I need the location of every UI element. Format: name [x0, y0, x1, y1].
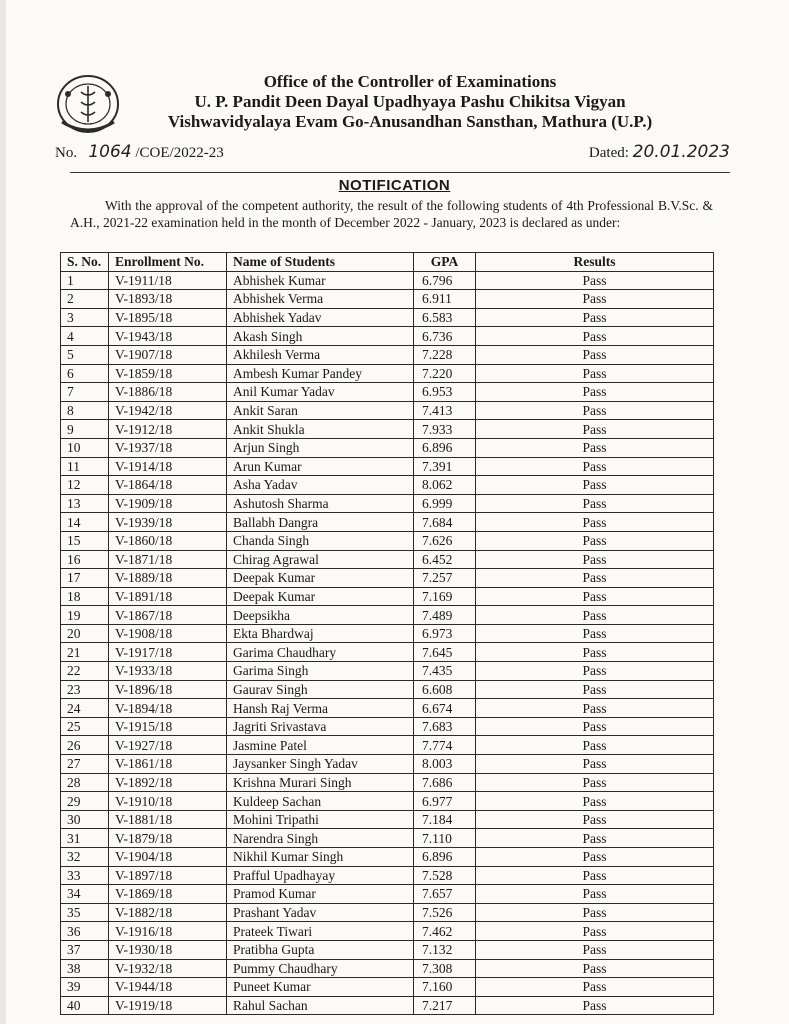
col-header-enrollment: Enrollment No.: [109, 253, 227, 272]
table-row: [61, 438, 714, 457]
cell-sno: 35: [61, 903, 109, 922]
table-row: [61, 401, 714, 420]
cell-gpa: 7.110: [414, 829, 476, 848]
cell-sno: 31: [61, 829, 109, 848]
cell-gpa: 7.626: [414, 531, 476, 550]
cell-name: Chirag Agrawal: [227, 550, 414, 569]
cell-name: Hansh Raj Verma: [227, 699, 414, 718]
cell-result: Pass: [476, 829, 714, 848]
table-row: [61, 699, 714, 718]
cell-enrollment: V-1879/18: [109, 829, 227, 848]
cell-gpa: 7.413: [414, 401, 476, 420]
cell-sno: 37: [61, 940, 109, 959]
cell-name: Asha Yadav: [227, 476, 414, 495]
cell-result: Pass: [476, 680, 714, 699]
cell-name: Anil Kumar Yadav: [227, 383, 414, 402]
cell-enrollment: V-1861/18: [109, 755, 227, 774]
cell-name: Prateek Tiwari: [227, 922, 414, 941]
cell-result: Pass: [476, 550, 714, 569]
cell-result: Pass: [476, 903, 714, 922]
cell-name: Mohini Tripathi: [227, 810, 414, 829]
cell-sno: 40: [61, 996, 109, 1015]
page-edge: [0, 0, 6, 1024]
cell-name: Akash Singh: [227, 327, 414, 346]
cell-sno: 29: [61, 792, 109, 811]
cell-enrollment: V-1893/18: [109, 290, 227, 309]
cell-result: Pass: [476, 940, 714, 959]
cell-gpa: 7.184: [414, 810, 476, 829]
col-header-sno: S. No.: [61, 253, 109, 272]
cell-name: Prafful Upadhayay: [227, 866, 414, 885]
table-row: [61, 680, 714, 699]
cell-enrollment: V-1869/18: [109, 885, 227, 904]
cell-name: Akhilesh Verma: [227, 345, 414, 364]
cell-name: Garima Chaudhary: [227, 643, 414, 662]
cell-sno: 10: [61, 438, 109, 457]
cell-sno: 2: [61, 290, 109, 309]
cell-name: Ekta Bhardwaj: [227, 624, 414, 643]
cell-result: Pass: [476, 922, 714, 941]
cell-enrollment: V-1919/18: [109, 996, 227, 1015]
table-row: [61, 290, 714, 309]
cell-result: Pass: [476, 773, 714, 792]
cell-name: Arun Kumar: [227, 457, 414, 476]
table-row: [61, 736, 714, 755]
cell-result: Pass: [476, 494, 714, 513]
cell-gpa: 7.528: [414, 866, 476, 885]
cell-gpa: 6.896: [414, 848, 476, 867]
cell-name: Ankit Shukla: [227, 420, 414, 439]
cell-gpa: 6.977: [414, 792, 476, 811]
cell-sno: 23: [61, 680, 109, 699]
ref-no-label: No.: [55, 145, 78, 161]
cell-enrollment: V-1908/18: [109, 624, 227, 643]
cell-enrollment: V-1927/18: [109, 736, 227, 755]
cell-sno: 19: [61, 606, 109, 625]
cell-result: Pass: [476, 643, 714, 662]
cell-result: Pass: [476, 606, 714, 625]
table-row: [61, 996, 714, 1015]
cell-enrollment: V-1871/18: [109, 550, 227, 569]
cell-sno: 34: [61, 885, 109, 904]
table-row: [61, 513, 714, 532]
cell-gpa: 7.160: [414, 978, 476, 997]
cell-name: Ambesh Kumar Pandey: [227, 364, 414, 383]
cell-result: Pass: [476, 810, 714, 829]
cell-gpa: 7.228: [414, 345, 476, 364]
cell-enrollment: V-1916/18: [109, 922, 227, 941]
cell-gpa: 7.526: [414, 903, 476, 922]
table-row: [61, 978, 714, 997]
cell-name: Gaurav Singh: [227, 680, 414, 699]
cell-gpa: 6.608: [414, 680, 476, 699]
cell-sno: 27: [61, 755, 109, 774]
table-row: [61, 903, 714, 922]
header-line-2: U. P. Pandit Deen Dayal Upadhyaya Pashu Chikitsa Vigyan: [194, 92, 626, 111]
table-row: [61, 922, 714, 941]
cell-name: Abhishek Yadav: [227, 308, 414, 327]
cell-enrollment: V-1882/18: [109, 903, 227, 922]
cell-result: Pass: [476, 290, 714, 309]
cell-enrollment: V-1939/18: [109, 513, 227, 532]
cell-result: Pass: [476, 755, 714, 774]
cell-name: Deepak Kumar: [227, 569, 414, 588]
table-row: [61, 327, 714, 346]
table-row: [61, 383, 714, 402]
cell-name: Kuldeep Sachan: [227, 792, 414, 811]
cell-enrollment: V-1917/18: [109, 643, 227, 662]
cell-sno: 13: [61, 494, 109, 513]
table-row: [61, 569, 714, 588]
cell-enrollment: V-1911/18: [109, 271, 227, 290]
table-row: [61, 866, 714, 885]
cell-sno: 14: [61, 513, 109, 532]
cell-result: Pass: [476, 848, 714, 867]
cell-result: Pass: [476, 885, 714, 904]
cell-sno: 7: [61, 383, 109, 402]
ref-no-suffix: /COE/2022-23: [135, 145, 224, 161]
table-row: [61, 494, 714, 513]
table-row: [61, 885, 714, 904]
table-row: [61, 364, 714, 383]
table-row: [61, 848, 714, 867]
col-header-results: Results: [476, 253, 714, 272]
cell-result: Pass: [476, 996, 714, 1015]
cell-gpa: 7.308: [414, 959, 476, 978]
table-row: [61, 773, 714, 792]
cell-enrollment: V-1891/18: [109, 587, 227, 606]
table-row: [61, 959, 714, 978]
cell-enrollment: V-1912/18: [109, 420, 227, 439]
cell-gpa: 7.684: [414, 513, 476, 532]
cell-enrollment: V-1859/18: [109, 364, 227, 383]
cell-name: Prashant Yadav: [227, 903, 414, 922]
cell-sno: 18: [61, 587, 109, 606]
cell-gpa: 6.911: [414, 290, 476, 309]
cell-result: Pass: [476, 327, 714, 346]
cell-result: Pass: [476, 420, 714, 439]
table-row: [61, 662, 714, 681]
cell-sno: 1: [61, 271, 109, 290]
cell-sno: 11: [61, 457, 109, 476]
cell-sno: 16: [61, 550, 109, 569]
cell-sno: 8: [61, 401, 109, 420]
cell-result: Pass: [476, 587, 714, 606]
cell-gpa: 7.462: [414, 922, 476, 941]
cell-gpa: 7.169: [414, 587, 476, 606]
cell-gpa: 7.435: [414, 662, 476, 681]
university-emblem-icon: [54, 72, 122, 136]
cell-enrollment: V-1904/18: [109, 848, 227, 867]
ref-no-handwritten: 1064: [88, 142, 132, 162]
cell-sno: 17: [61, 569, 109, 588]
cell-enrollment: V-1864/18: [109, 476, 227, 495]
cell-name: Krishna Murari Singh: [227, 773, 414, 792]
table-row: [61, 755, 714, 774]
reference-number: [55, 142, 224, 162]
cell-gpa: 6.736: [414, 327, 476, 346]
cell-enrollment: V-1907/18: [109, 345, 227, 364]
cell-enrollment: V-1933/18: [109, 662, 227, 681]
cell-gpa: 8.062: [414, 476, 476, 495]
cell-sno: 6: [61, 364, 109, 383]
cell-enrollment: V-1937/18: [109, 438, 227, 457]
cell-gpa: 6.953: [414, 383, 476, 402]
cell-result: Pass: [476, 717, 714, 736]
cell-sno: 28: [61, 773, 109, 792]
cell-sno: 20: [61, 624, 109, 643]
cell-result: Pass: [476, 308, 714, 327]
cell-gpa: 6.452: [414, 550, 476, 569]
cell-enrollment: V-1860/18: [109, 531, 227, 550]
header-divider: [70, 172, 730, 173]
reference-row: [55, 138, 730, 162]
cell-result: Pass: [476, 438, 714, 457]
cell-sno: 38: [61, 959, 109, 978]
cell-name: Jaysanker Singh Yadav: [227, 755, 414, 774]
cell-sno: 9: [61, 420, 109, 439]
cell-result: Pass: [476, 345, 714, 364]
table-row: [61, 587, 714, 606]
table-row: [61, 271, 714, 290]
cell-name: Pummy Chaudhary: [227, 959, 414, 978]
cell-sno: 22: [61, 662, 109, 681]
cell-gpa: 6.973: [414, 624, 476, 643]
notification-body: With the approval of the competent authority, the result of the following students of 4th Professional B.V.Sc. & A.H., 2021-22 examination held in the month of December 2022 - January, 2023 is declared as under:: [70, 198, 713, 230]
table-row: [61, 717, 714, 736]
cell-gpa: 6.999: [414, 494, 476, 513]
cell-result: Pass: [476, 531, 714, 550]
table-row: [61, 792, 714, 811]
cell-result: Pass: [476, 457, 714, 476]
institution-header: [130, 72, 690, 132]
cell-sno: 15: [61, 531, 109, 550]
cell-result: Pass: [476, 476, 714, 495]
cell-result: Pass: [476, 959, 714, 978]
cell-gpa: 8.003: [414, 755, 476, 774]
cell-result: Pass: [476, 364, 714, 383]
cell-result: Pass: [476, 978, 714, 997]
table-row: [61, 550, 714, 569]
cell-name: Deepak Kumar: [227, 587, 414, 606]
cell-name: Ashutosh Sharma: [227, 494, 414, 513]
cell-sno: 3: [61, 308, 109, 327]
cell-name: Jagriti Srivastava: [227, 717, 414, 736]
cell-result: Pass: [476, 699, 714, 718]
table-row: [61, 624, 714, 643]
cell-sno: 26: [61, 736, 109, 755]
cell-gpa: 6.796: [414, 271, 476, 290]
cell-gpa: 7.774: [414, 736, 476, 755]
cell-result: Pass: [476, 513, 714, 532]
dated-handwritten: 20.01.2023: [632, 142, 730, 162]
cell-enrollment: V-1895/18: [109, 308, 227, 327]
cell-result: Pass: [476, 624, 714, 643]
table-row: [61, 829, 714, 848]
cell-gpa: 6.583: [414, 308, 476, 327]
dated-label: Dated:: [588, 145, 629, 161]
cell-name: Abhishek Kumar: [227, 271, 414, 290]
cell-gpa: 7.645: [414, 643, 476, 662]
reference-date: [589, 142, 730, 162]
cell-result: Pass: [476, 792, 714, 811]
col-header-name: Name of Students: [227, 253, 414, 272]
cell-name: Nikhil Kumar Singh: [227, 848, 414, 867]
cell-name: Narendra Singh: [227, 829, 414, 848]
header-line-1: Office of the Controller of Examinations: [263, 72, 557, 91]
cell-sno: 36: [61, 922, 109, 941]
col-header-gpa: GPA: [414, 253, 476, 272]
cell-sno: 39: [61, 978, 109, 997]
cell-name: Chanda Singh: [227, 531, 414, 550]
cell-enrollment: V-1881/18: [109, 810, 227, 829]
cell-gpa: 6.674: [414, 699, 476, 718]
notification-title: NOTIFICATION: [338, 177, 451, 194]
table-row: [61, 345, 714, 364]
cell-sno: 25: [61, 717, 109, 736]
cell-gpa: 7.220: [414, 364, 476, 383]
cell-name: Deepsikha: [227, 606, 414, 625]
table-row: [61, 606, 714, 625]
cell-result: Pass: [476, 271, 714, 290]
cell-enrollment: V-1909/18: [109, 494, 227, 513]
cell-gpa: 7.217: [414, 996, 476, 1015]
cell-enrollment: V-1897/18: [109, 866, 227, 885]
cell-name: Ballabh Dangra: [227, 513, 414, 532]
cell-name: Garima Singh: [227, 662, 414, 681]
cell-name: Arjun Singh: [227, 438, 414, 457]
cell-enrollment: V-1896/18: [109, 680, 227, 699]
table-row: [61, 476, 714, 495]
table-row: [61, 531, 714, 550]
cell-result: Pass: [476, 569, 714, 588]
cell-result: Pass: [476, 866, 714, 885]
cell-gpa: 7.686: [414, 773, 476, 792]
cell-sno: 32: [61, 848, 109, 867]
cell-gpa: 7.257: [414, 569, 476, 588]
cell-name: Abhishek Verma: [227, 290, 414, 309]
cell-gpa: 7.132: [414, 940, 476, 959]
cell-sno: 5: [61, 345, 109, 364]
table-row: [61, 643, 714, 662]
cell-gpa: 7.657: [414, 885, 476, 904]
cell-sno: 24: [61, 699, 109, 718]
cell-result: Pass: [476, 383, 714, 402]
table-row: [61, 940, 714, 959]
cell-sno: 4: [61, 327, 109, 346]
cell-name: Rahul Sachan: [227, 996, 414, 1015]
cell-enrollment: V-1886/18: [109, 383, 227, 402]
cell-enrollment: V-1944/18: [109, 978, 227, 997]
cell-enrollment: V-1910/18: [109, 792, 227, 811]
cell-enrollment: V-1932/18: [109, 959, 227, 978]
header-line-3: Vishwavidyalaya Evam Go-Anusandhan Sansthan, Mathura (U.P.): [167, 112, 653, 131]
cell-enrollment: V-1930/18: [109, 940, 227, 959]
cell-result: Pass: [476, 662, 714, 681]
cell-enrollment: V-1892/18: [109, 773, 227, 792]
cell-gpa: 6.896: [414, 438, 476, 457]
cell-gpa: 7.933: [414, 420, 476, 439]
cell-enrollment: V-1867/18: [109, 606, 227, 625]
cell-enrollment: V-1894/18: [109, 699, 227, 718]
table-row: [61, 810, 714, 829]
cell-name: Puneet Kumar: [227, 978, 414, 997]
cell-sno: 30: [61, 810, 109, 829]
cell-enrollment: V-1943/18: [109, 327, 227, 346]
cell-enrollment: V-1915/18: [109, 717, 227, 736]
cell-gpa: 7.683: [414, 717, 476, 736]
results-table: [60, 252, 714, 1015]
cell-name: Pratibha Gupta: [227, 940, 414, 959]
table-row: [61, 308, 714, 327]
cell-name: Jasmine Patel: [227, 736, 414, 755]
cell-gpa: 7.489: [414, 606, 476, 625]
cell-gpa: 7.391: [414, 457, 476, 476]
cell-enrollment: V-1942/18: [109, 401, 227, 420]
table-header-row: [61, 253, 714, 272]
cell-name: Ankit Saran: [227, 401, 414, 420]
cell-sno: 33: [61, 866, 109, 885]
cell-enrollment: V-1889/18: [109, 569, 227, 588]
cell-sno: 21: [61, 643, 109, 662]
table-row: [61, 420, 714, 439]
cell-result: Pass: [476, 736, 714, 755]
cell-name: Pramod Kumar: [227, 885, 414, 904]
cell-enrollment: V-1914/18: [109, 457, 227, 476]
cell-sno: 12: [61, 476, 109, 495]
cell-result: Pass: [476, 401, 714, 420]
table-row: [61, 457, 714, 476]
